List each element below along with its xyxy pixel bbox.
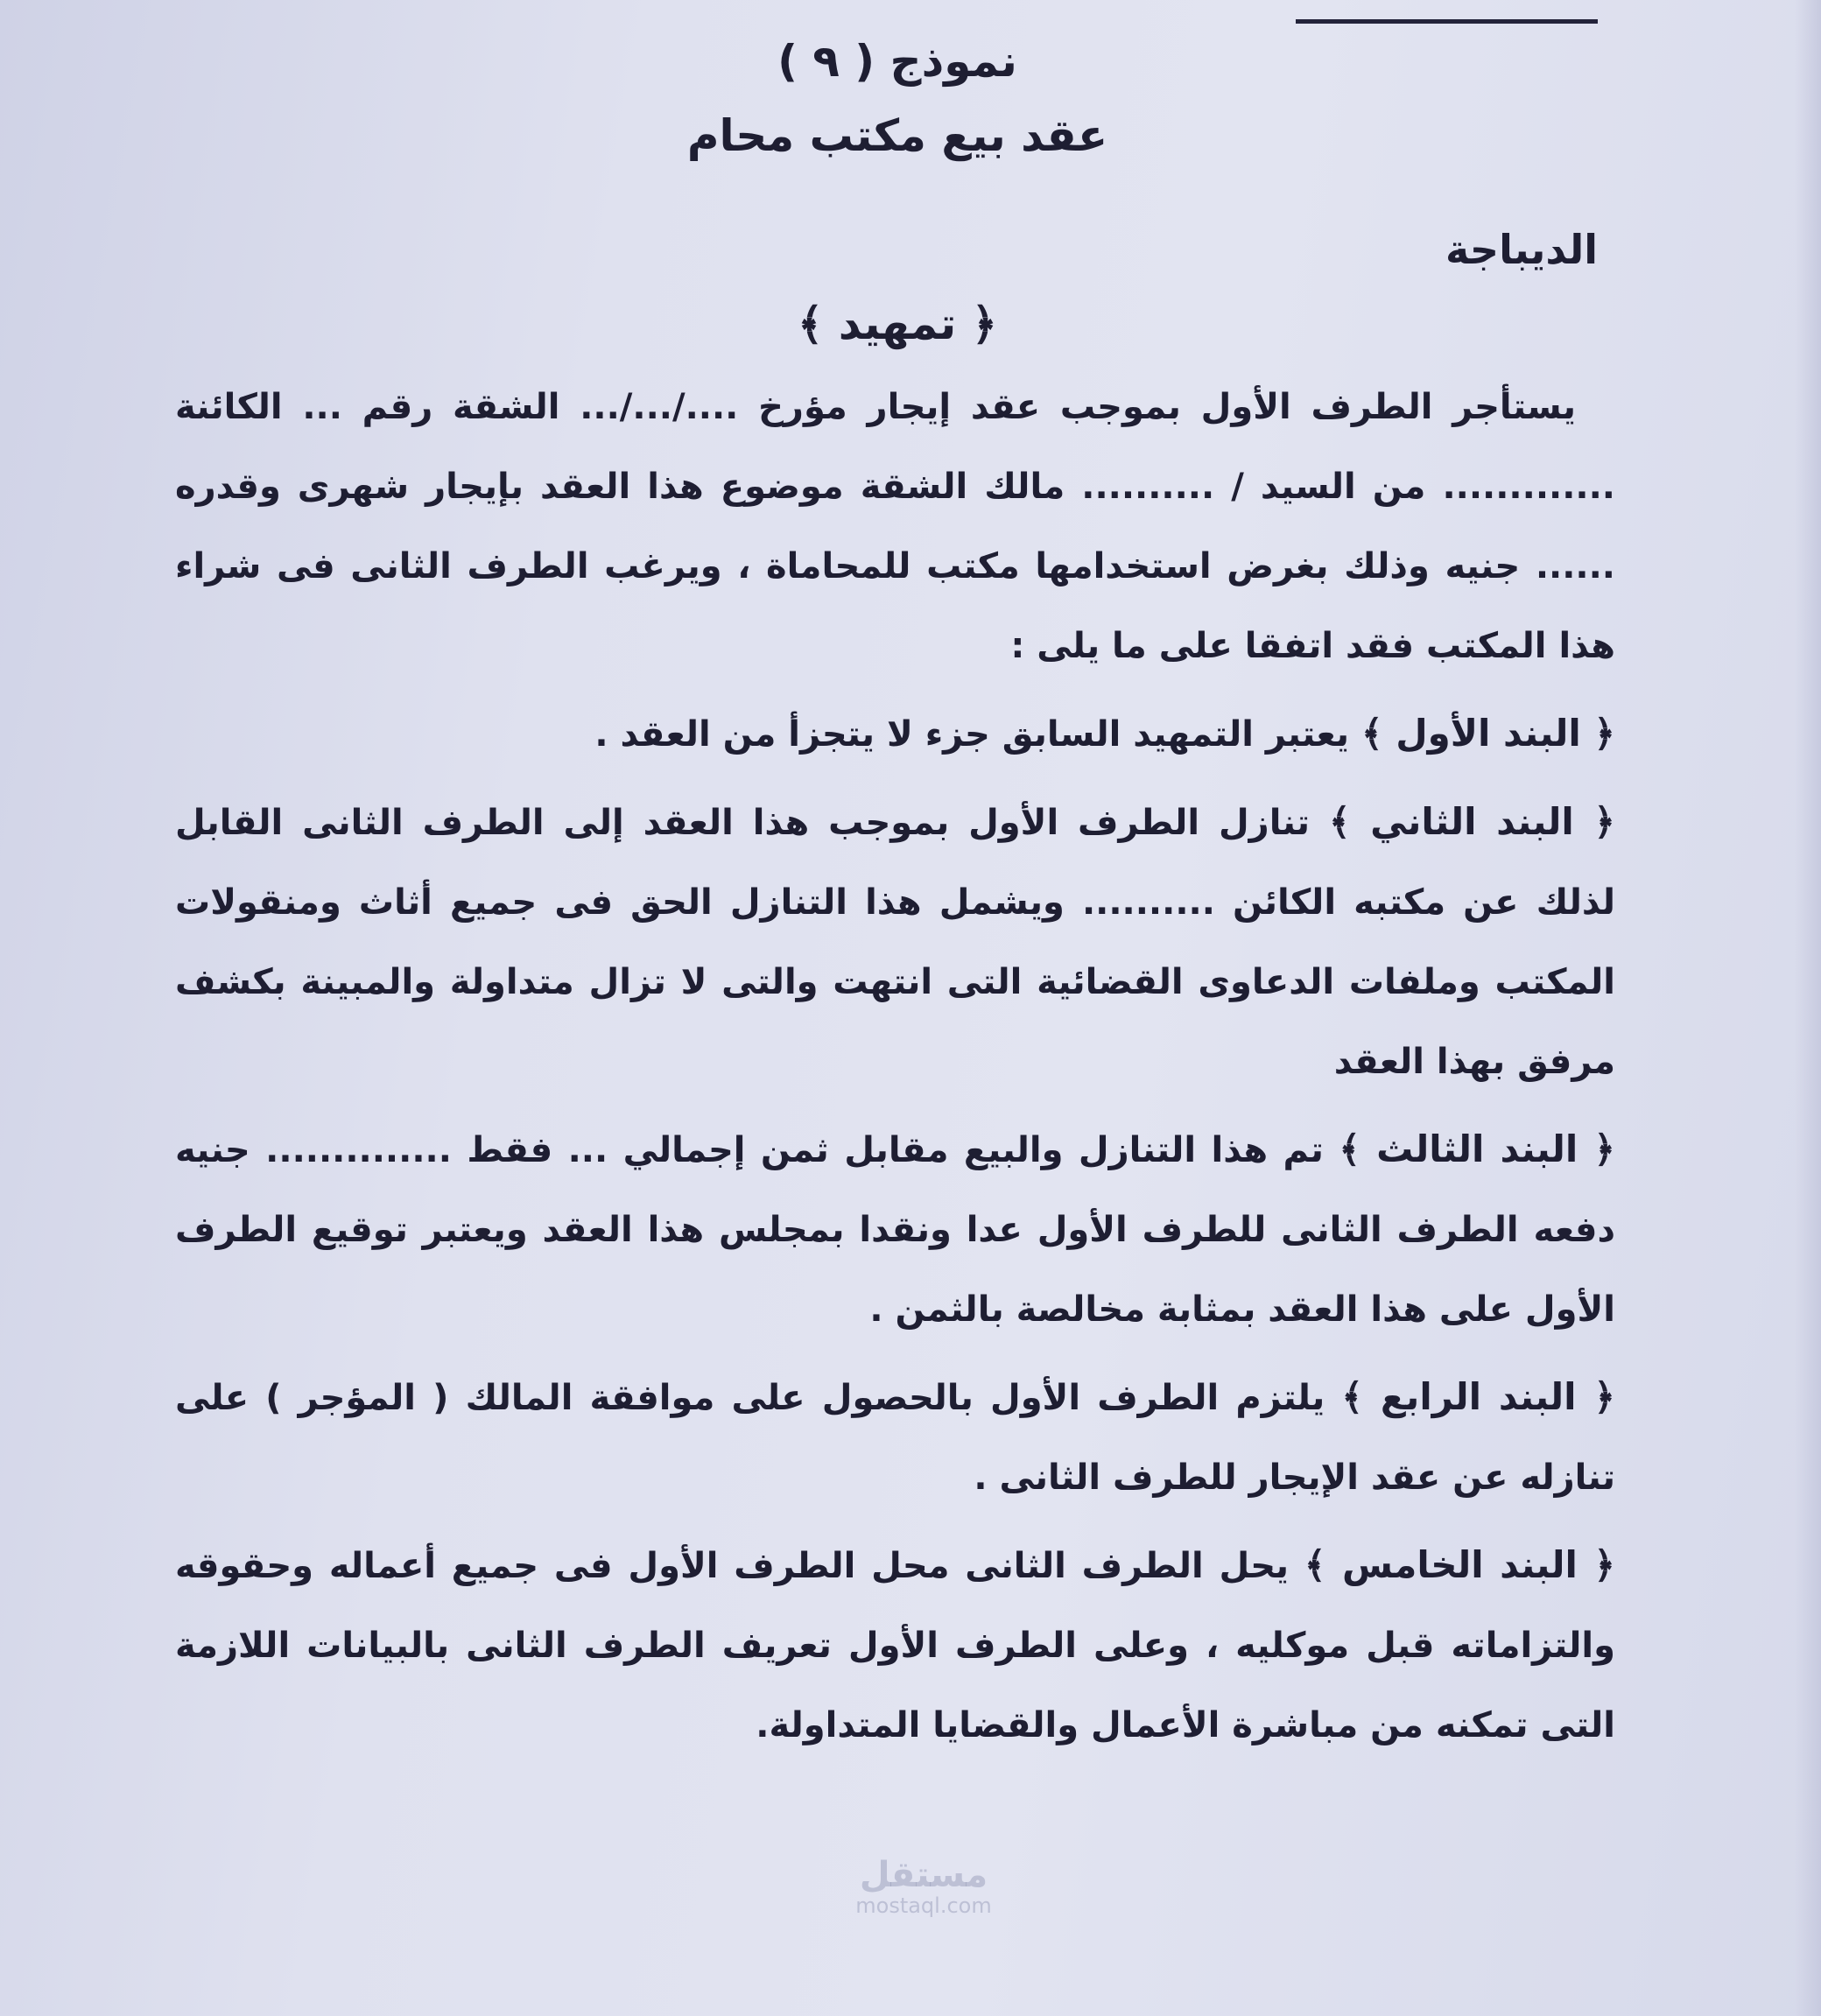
clause-1-label: ﴿ البند الأول ﴾ bbox=[1360, 712, 1615, 755]
watermark-logo: مستقل bbox=[859, 1855, 988, 1895]
clause-4-label: ﴿ البند الرابع ﴾ bbox=[1341, 1375, 1616, 1418]
clause-5 bbox=[175, 1525, 1620, 1766]
prelude-paragraph: يستأجر الطرف الأول بموجب عقد إيجار مؤرخ ..../.../... الشقة رقم ... الكائنة ............. من السيد / .......... مالك الشقة موضوع هذا العقد بإيجار شهرى وقدره ...... جنيه وذلك بغرض استخدامها مكتب للمحاماة ، ويرغب الطرف الثانى فى شراء هذا المكتب فقد اتفقا على ما يلى : bbox=[175, 387, 1615, 666]
prelude-heading: ﴿ تمهيد ﴾ bbox=[797, 299, 997, 349]
clause-3-label: ﴿ البند الثالث ﴾ bbox=[1339, 1127, 1615, 1170]
document-body bbox=[175, 26, 1620, 1773]
document-title: عقد بيع مكتب محام bbox=[686, 110, 1108, 161]
clause-5-text: يحل الطرف الثانى محل الطرف الأول فى جميع أعماله وحقوقه والتزاماته قبل موكليه ، وعلى الطرف الأول تعريف الطرف الثانى بالبيانات اللازمة التى تمكنه من مباشرة الأعمال والقضايا المتداولة. bbox=[175, 1546, 1615, 1746]
page-edge-shadow bbox=[1795, 0, 1821, 2016]
watermark bbox=[801, 1856, 1046, 1917]
header-rule bbox=[1296, 0, 1598, 24]
clause-1 bbox=[175, 693, 1620, 775]
watermark-url: mostaql.com bbox=[855, 1893, 992, 1918]
clause-2 bbox=[175, 782, 1620, 1102]
clause-3-text: تم هذا التنازل والبيع مقابل ثمن إجمالي ... فقط .............. جنيه دفعه الطرف الثانى للطرف الأول عدا ونقدا بمجلس هذا العقد ويعتبر توقيع الطرف الأول على هذا العقد بمثابة مخالصة بالثمن . bbox=[175, 1130, 1615, 1330]
clause-3 bbox=[175, 1109, 1620, 1350]
clause-4 bbox=[175, 1357, 1620, 1518]
clause-4-text: يلتزم الطرف الأول بالحصول على موافقة المالك ( المؤجر ) على تنازله عن عقد الإيجار للطرف الثانى . bbox=[175, 1378, 1615, 1498]
clause-1-text: يعتبر التمهيد السابق جزء لا يتجزأ من العقد . bbox=[594, 714, 1350, 755]
model-number: نموذج ( ٩ ) bbox=[777, 36, 1017, 87]
clause-2-text: تنازل الطرف الأول بموجب هذا العقد إلى الطرف الثانى القابل لذلك عن مكتبه الكائن .......... ويشمل هذا التنازل الحق فى جميع أثاث ومنقولات المكتب وملفات الدعاوى القضائية التى انتهت والتى لا تزال متداولة والمبينة بكشف مرفق بهذا العقد bbox=[175, 803, 1615, 1082]
clause-5-label: ﴿ البند الخامس ﴾ bbox=[1304, 1543, 1615, 1586]
preamble-heading: الديباجة bbox=[1445, 226, 1598, 273]
clause-2-label: ﴿ البند الثاني ﴾ bbox=[1328, 800, 1615, 843]
